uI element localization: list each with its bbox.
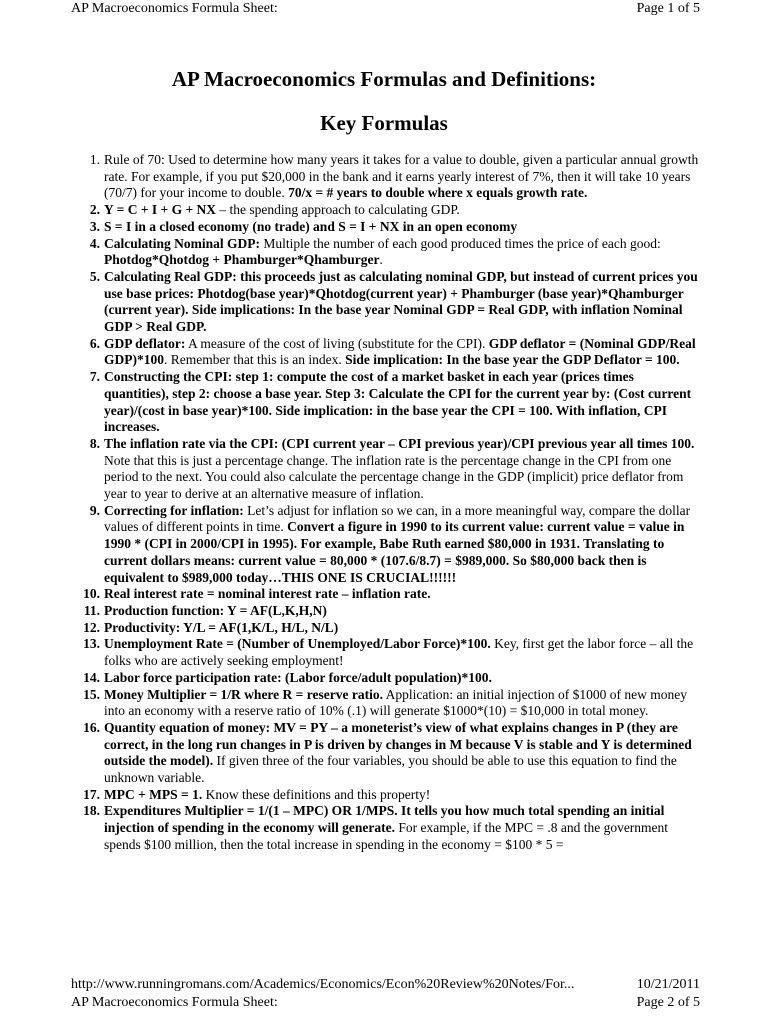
item-text: A measure of the cost of living (substitute for the CPI).: [185, 335, 489, 351]
item-text-bold: Calculating Real GDP: this proceeds just as calculating nominal GDP, but instead of current prices you use base prices: Photdog(base year)*Qhotdog(current year) + Phamburger (base year)*Qhamburger (current year). Side implications: In the base year Nominal GDP = Real GDP, with inflation Nominal GDP > Real GDP.: [104, 268, 698, 335]
item-text-bold: Expenditures Multiplier = 1/(1 – MPC) OR 1/MPS. It tells you how much total spending an initial injection of spending in the economy will generate.: [104, 803, 665, 836]
item-text: If given three of the four variables, you should be able to use this equation to find the unknown variable.: [104, 753, 677, 786]
item-text: – the spending approach to calculating GDP.: [216, 202, 460, 218]
formula-item: [89, 268, 702, 336]
formula-item: [83, 636, 702, 669]
item-number: 2.: [89, 202, 100, 218]
section-title: Key Formulas: [320, 111, 448, 135]
formula-item: [89, 502, 702, 587]
item-text-bold: Unemployment Rate = (Number of Unemployed/Labor Force)*100.: [104, 636, 491, 652]
next-header-title: AP Macroeconomics Formula Sheet:: [71, 995, 278, 1010]
header-title: AP Macroeconomics Formula Sheet:: [71, 1, 278, 16]
item-text-bold: Constructing the CPI: step 1: compute the cost of a market basket in each year (prices times quantities), step 2: choose a base year. Step 3: Calculate the CPI for the current year by: (Cost current year)/(cost in base year)*100. Side implication: in the base year the CPI = 100. With inflation, CPI increases.: [104, 369, 692, 435]
item-text-bold: Photdog*Qhotdog + Phamburger*Qhamburger: [104, 252, 380, 268]
formula-item: [83, 602, 702, 620]
formula-item: [83, 719, 702, 787]
item-number: 12.: [83, 619, 100, 635]
item-number: 8.: [89, 435, 100, 451]
footer-url[interactable]: http://www.runningromans.com/Academics/Economics/Econ%20Review%20Notes/For...: [71, 977, 575, 992]
item-text: Multiple the number of each good produced times the price of each good:: [260, 235, 661, 251]
item-number: 6.: [89, 335, 100, 351]
item-number: 3.: [89, 218, 100, 234]
item-number: 9.: [89, 502, 100, 518]
item-text-bold: GDP deflator:: [104, 335, 186, 351]
formula-item: [83, 586, 702, 603]
formula-list: [83, 152, 702, 854]
document-title: AP Macroeconomics Formulas and Definitions:: [171, 67, 597, 91]
next-header-page-number: Page 2 of 5: [636, 995, 700, 1010]
formula-item: [89, 152, 702, 202]
item-number: 7.: [89, 369, 100, 385]
item-text-bold: Money Multiplier = 1/R where R = reserve ratio.: [104, 686, 383, 702]
item-text: Let’s adjust for inflation so we can, in a more meaningful way, compare the dollar values of different points in time.: [104, 502, 691, 535]
item-text: Note that this is just a percentage change. The inflation rate is the percentage change in the CPI from one period to the next. You could also calculate the percentage change in the GDP (implicit) price deflator from year to year to derive at an alternative measure of inflation.: [104, 452, 684, 502]
item-text-bold: MPC + MPS = 1.: [104, 786, 203, 802]
formula-item: [89, 235, 702, 269]
item-number: 10.: [83, 586, 100, 602]
item-text-bold: Production function: Y = AF(L,K,H,N): [104, 602, 327, 618]
formula-item: [83, 619, 702, 637]
item-number: 15.: [83, 686, 100, 702]
formula-item: [89, 202, 702, 219]
item-text-bold: Quantity equation of money: MV = PY – a moneterist’s view of what explains changes in P (they are correct, in the long run changes in P is driven by changes in M because V is stable and Y is determined outside the model).: [104, 719, 692, 769]
item-text-bold: Convert a figure in 1990 to its current value: current value = value in 1990 * (CPI in 2000/CPI in 1995). For example, Babe Ruth earned $80,000 in 1931. Translating to current dollars means: current value = 80,000 * (107.6/8.7) = $989,000. So $80,000 back then is equivalent to $989,000 today…THIS ONE IS CRUCIAL!!!!!!: [104, 519, 685, 585]
formula-item: [89, 369, 702, 436]
item-number: 4.: [89, 235, 100, 251]
item-number: 1.: [89, 152, 100, 167]
item-text: . Remember that this is an index.: [164, 352, 346, 368]
item-text: For example, if the MPC = .8 and the government spends $100 million, then the total increase in spending in the economy = $100 * 5 =: [104, 820, 669, 852]
item-number: 13.: [83, 636, 100, 652]
item-text-bold: Side implication: In the base year the GDP Deflator = 100.: [345, 352, 680, 368]
formula-item: [89, 435, 702, 503]
item-text: Key, first get the labor force – all the folks who are actively seeking employment!: [104, 636, 694, 669]
item-text-bold: GDP deflator = (Nominal GDP/Real GDP)*100: [104, 335, 696, 368]
item-text: Know these definitions and this property!: [202, 786, 431, 802]
item-text-bold: Real interest rate = nominal interest rate – inflation rate.: [104, 586, 431, 602]
item-text-bold: The inflation rate via the CPI: (CPI current year – CPI previous year)/CPI previous year all times 100.: [104, 435, 695, 451]
item-text-bold: Calculating Nominal GDP:: [104, 235, 261, 251]
item-number: 5.: [89, 268, 100, 284]
item-text-bold: Labor force participation rate: (Labor force/adult population)*100.: [104, 669, 492, 685]
formula-item: [83, 786, 702, 804]
item-text-bold: S = I in a closed economy (no trade) and S = I + NX in an open economy: [104, 218, 518, 234]
formula-item: [83, 686, 702, 720]
formula-item: [89, 335, 702, 369]
formula-item: [83, 803, 702, 853]
item-text: Application: an initial injection of $1000 of new money into an economy with a reserve ratio of 10% (.1) will generate $1000*(10) = $10,000 in total money.: [104, 686, 688, 719]
footer-date: 10/21/2011: [636, 977, 700, 992]
item-text-bold: 70/x = # years to double where x equals growth rate.: [288, 185, 588, 201]
item-number: 18.: [83, 803, 100, 819]
formula-item: [83, 669, 702, 687]
item-text-bold: Productivity: Y/L = AF(1,K/L, H/L, N/L): [104, 619, 339, 635]
item-number: 11.: [83, 602, 100, 618]
formula-item: [89, 218, 702, 236]
header-page-number: Page 1 of 5: [636, 1, 700, 16]
item-text-bold: Y = C + I + G + NX: [104, 202, 217, 218]
item-text: Rule of 70: Used to determine how many years it takes for a value to double, given a particular annual growth rate. For example, if you put $20,000 in the bank and it earns yearly interest of 7%, then it will take 10 years (70/7) for your income to double.: [104, 152, 699, 201]
item-text: .: [379, 252, 383, 268]
item-number: 14.: [83, 669, 100, 685]
item-number: 17.: [83, 786, 100, 802]
item-number: 16.: [83, 719, 100, 735]
item-text-bold: Correcting for inflation:: [104, 502, 244, 518]
